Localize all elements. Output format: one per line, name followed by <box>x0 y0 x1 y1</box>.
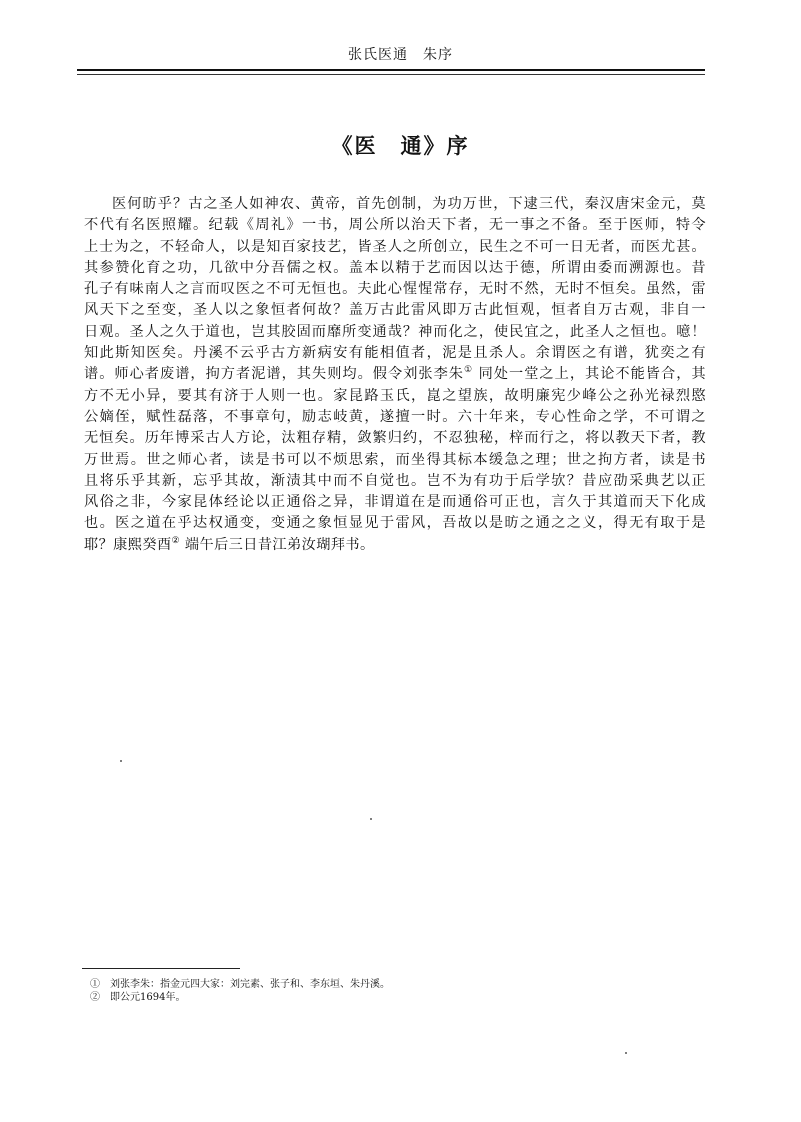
text-line: 日观。圣人之久于道也，岂其胶固而靡所变通哉？神而化之，使民宜之，此圣人之恒也。噫！ <box>84 323 706 340</box>
footnote-1: ① 刘张李朱：指金元四大家：刘完素、张子和、李东垣、朱丹溪。 <box>90 979 390 990</box>
footnote-2: ② 即公元1694年。 <box>90 992 186 1003</box>
text-line: 也。医之道在乎达权通变，变通之象恒显见于雷风，吾故以是昉之通之之义，得无有取于是 <box>84 515 706 532</box>
text-line: 知此斯知医矣。丹溪不云乎古方新病安有能相值者，泥是且杀人。余谓医之有谱，犹奕之有 <box>84 345 706 362</box>
text-line: 方不无小异，要其有济于人则一也。家昆路玉氏，崑之望族，故明廉宪少峰公之孙光禄烈愍 <box>84 387 706 404</box>
note-marker-2: ② <box>171 535 180 546</box>
text-segment: 耶？康熙癸酉 <box>84 536 172 553</box>
text-segment: 同处一堂之上，其论不能皆合，其 <box>473 366 706 383</box>
header-rule-thick <box>77 69 705 71</box>
preface-body <box>84 194 706 556</box>
footnotes <box>90 978 390 1004</box>
text-segment: 端午后三日昔江弟汝瑚拜书。 <box>180 536 375 553</box>
scan-speck <box>370 818 372 820</box>
text-line: 孔子有味南人之言而叹医之不可无恒也。夫此心惺惺常存，无时不然，无时不恒矣。虽然，雷 <box>84 281 706 298</box>
scan-speck <box>625 1052 627 1054</box>
note-marker-1: ① <box>464 365 474 376</box>
preface-title: 《医 通》序 <box>331 133 470 158</box>
text-line: 风俗之非，今家昆体经论以正通俗之异，非谓道在是而通俗可正也，言久于其道而天下化成 <box>84 494 706 511</box>
text-segment: 谱。师心者废谱，拘方者泥谱，其失则均。假令刘张李朱 <box>84 366 464 383</box>
scan-speck <box>120 760 122 762</box>
text-line: 上士为之，不轻命人，以是知百家技艺，皆圣人之所创立，民生之不可一日无者，而医尤甚。 <box>84 238 706 255</box>
header-rule-thin <box>77 74 705 75</box>
text-line: 公嫡侄，赋性磊落，不事章句，励志岐黄，遂擅一时。六十年来，专心性命之学，不可谓之 <box>84 408 706 425</box>
text-line: 不代有名医照耀。纪载《周礼》一书，周公所以治天下者，无一事之不备。至于医师，特令 <box>84 217 706 234</box>
text-line-with-note <box>84 535 706 556</box>
running-header: 张氏医通 朱序 <box>348 47 453 63</box>
text-line: 且将乐乎其新，忘乎其故，渐渍其中而不自觉也。岂不为有功于后学欤？昔应劭采典艺以正 <box>84 472 706 489</box>
text-line-with-note <box>84 364 706 385</box>
text-line: 万世焉。世之师心者，读是书可以不烦思索，而坐得其标本缓急之理；世之拘方者，读是书 <box>84 451 706 468</box>
text-line: 风天下之至变，圣人以之象恒者何故？盖万古此雷风即万古此恒观，恒者自万古观，非自一 <box>84 302 706 319</box>
text-line: 医何昉乎？古之圣人如神农、黄帝，首先创制，为功万世，下逮三代，秦汉唐宋金元，莫 <box>112 196 706 212</box>
text-line: 其参赞化育之功，几欲中分吾儒之权。盖本以精于艺而因以达于德，所谓由委而溯源也。昔 <box>84 259 706 276</box>
footnote-rule <box>82 968 240 969</box>
text-line: 无恒矣。历年博采古人方论，汰粗存精，敛繁归约，不忍独秘，梓而行之，将以教天下者，教 <box>84 430 706 447</box>
